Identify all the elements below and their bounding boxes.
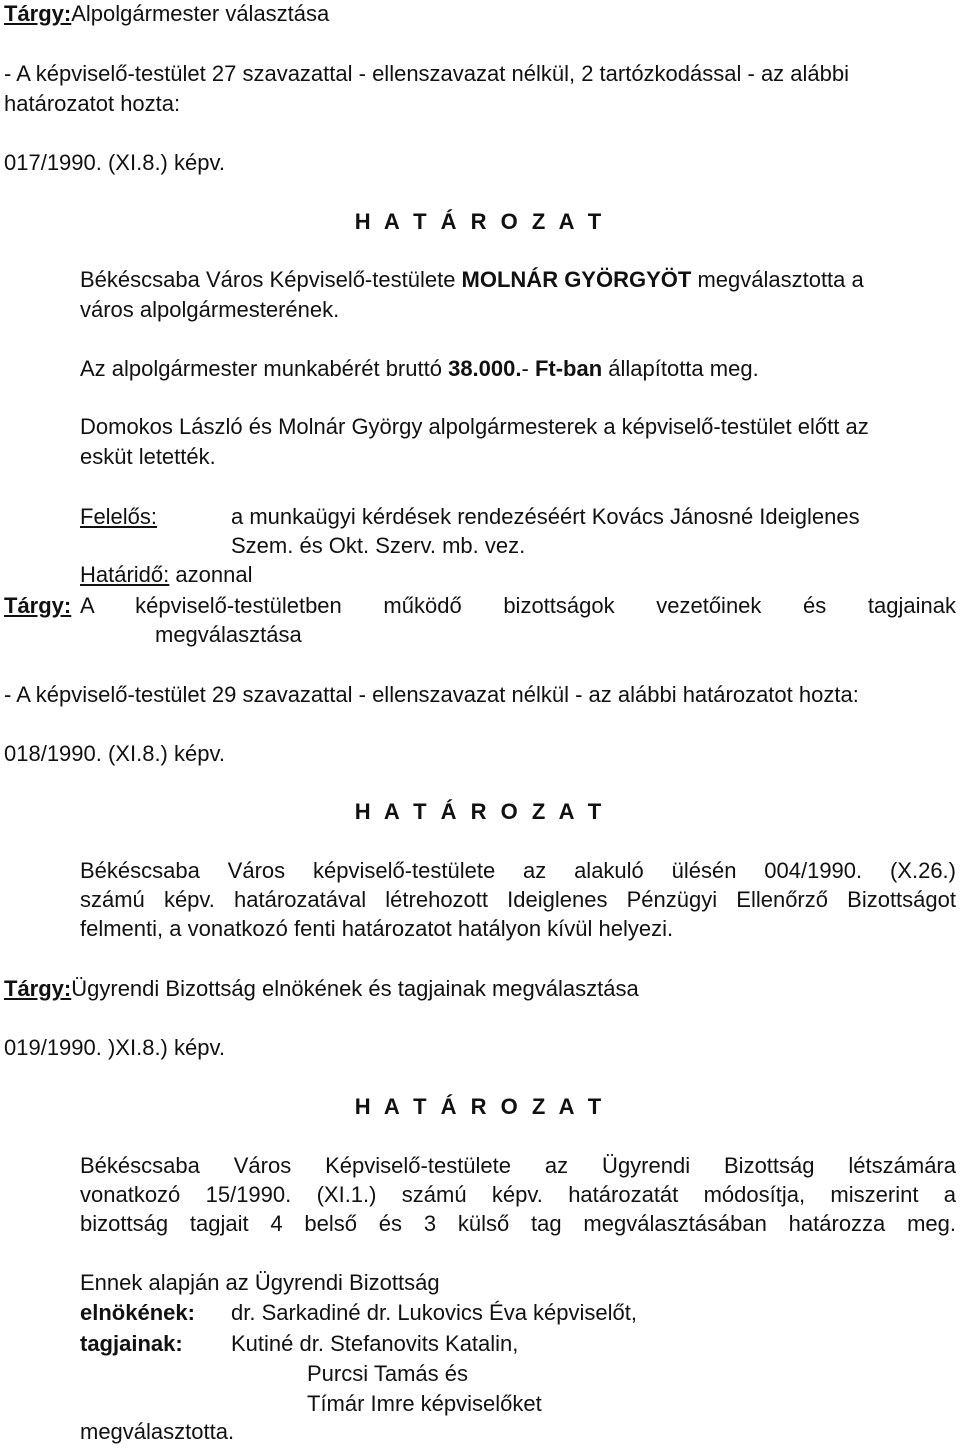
members-label: tagjainak:	[80, 1331, 183, 1356]
s3-para1-line1: Békéscsaba Város Képviselő-testülete az Ügyrendi Bizottság létszámára	[80, 1153, 956, 1178]
salary-currency: Ft-ban	[534, 356, 603, 381]
deadline-label: Határidő:	[80, 562, 170, 587]
vote-line-1b: határozatot hozta:	[4, 91, 181, 116]
s1-para3-line2: esküt letették.	[80, 444, 216, 469]
resolution-reference-1: 017/1990. (XI.8.) képv.	[4, 150, 225, 175]
s1-para2	[80, 355, 759, 383]
s1-para2-text-b: állapította meg.	[602, 356, 759, 381]
resolution-reference-3: 019/1990. )XI.8.) képv.	[4, 1035, 225, 1060]
resolution-heading-1: H A T Á R O Z A T	[354, 209, 606, 234]
salary-amount: 38.000.	[448, 356, 522, 381]
closing-text: megválasztotta.	[80, 1419, 235, 1444]
subject-label-3: Tárgy:	[4, 976, 72, 1001]
s3-para1-line2: vonatkozó 15/1990. (XI.1.) számú képv. határozatát módosítja, miszerint a	[80, 1182, 956, 1207]
vote-line-1a: - A képviselő-testület 27 szavazattal - ellenszavazat nélkül, 2 tartózkodással - az alábbi	[4, 61, 850, 86]
member-3: Tímár Imre képviselőket	[307, 1391, 542, 1416]
s1-para2-text-a: Az alpolgármester munkabérét bruttó	[80, 356, 449, 381]
resolution-heading-2: H A T Á R O Z A T	[354, 799, 606, 824]
responsible-text-line1: a munkaügyi kérdések rendezéséért Kovács Jánosné Ideiglenes	[231, 504, 860, 529]
subject-text-3: Ügyrendi Bizottság elnökének és tagjainak megválasztása	[71, 976, 639, 1001]
responsible-label: Felelős:	[80, 504, 158, 529]
s1-para1-text-a: Békéscsaba Város Képviselő-testülete	[80, 267, 462, 292]
subject-text: Alpolgármester választása	[71, 1, 330, 26]
resolution-reference-2: 018/1990. (XI.8.) képv.	[4, 741, 225, 766]
s1-para1-text-b: megválasztotta a	[691, 267, 864, 292]
member-1: Kutiné dr. Stefanovits Katalin,	[231, 1331, 519, 1356]
subject-text-2-line1: A képviselő-testületben működő bizottságok vezetőinek és tagjainak	[80, 593, 956, 618]
s2-para1-line1: Békéscsaba Város képviselő-testülete az alakuló ülésén 004/1990. (X.26.)	[80, 858, 956, 883]
subject-text-2-line2: megválasztása	[155, 622, 302, 647]
member-2: Purcsi Tamás és	[307, 1361, 468, 1386]
s2-para1-line2: számú képv. határozatával létrehozott Ideiglenes Pénzügyi Ellenőrző Bizottságot	[80, 887, 956, 912]
subject-label: Tárgy:	[4, 1, 72, 26]
subject-line-3	[4, 975, 639, 1003]
elected-name: MOLNÁR GYÖRGYÖT	[461, 267, 692, 292]
responsible-text-line2: Szem. és Okt. Szerv. mb. vez.	[231, 533, 526, 558]
s3-para1-line3: bizottság tagjait 4 belső és 3 külső tag megválasztásában határozza meg.	[80, 1211, 956, 1236]
s1-para3-line1: Domokos László és Molnár György alpolgármesterek a képviselő-testület előtt az	[80, 414, 869, 439]
deadline-line	[80, 561, 252, 589]
s1-para1-line2: város alpolgármesterének.	[80, 297, 340, 322]
s1-para1-line1	[80, 266, 864, 294]
chair-label: elnökének:	[80, 1300, 195, 1325]
s2-para1-line3: felmenti, a vonatkozó fenti határozatot hatályon kívül helyezi.	[80, 916, 674, 941]
subject-label-2: Tárgy:	[4, 593, 72, 618]
deadline-text: azonnal	[169, 562, 253, 587]
chair-name: dr. Sarkadiné dr. Lukovics Éva képviselőt,	[231, 1300, 637, 1325]
subject-line-1	[4, 0, 329, 28]
resolution-heading-3: H A T Á R O Z A T	[354, 1094, 606, 1119]
vote-line-2: - A képviselő-testület 29 szavazattal - ellenszavazat nélkül - az alábbi határozatot hozta:	[4, 682, 859, 707]
committee-basis: Ennek alapján az Ügyrendi Bizottság	[80, 1270, 440, 1295]
s1-para2-dash: -	[521, 356, 535, 381]
